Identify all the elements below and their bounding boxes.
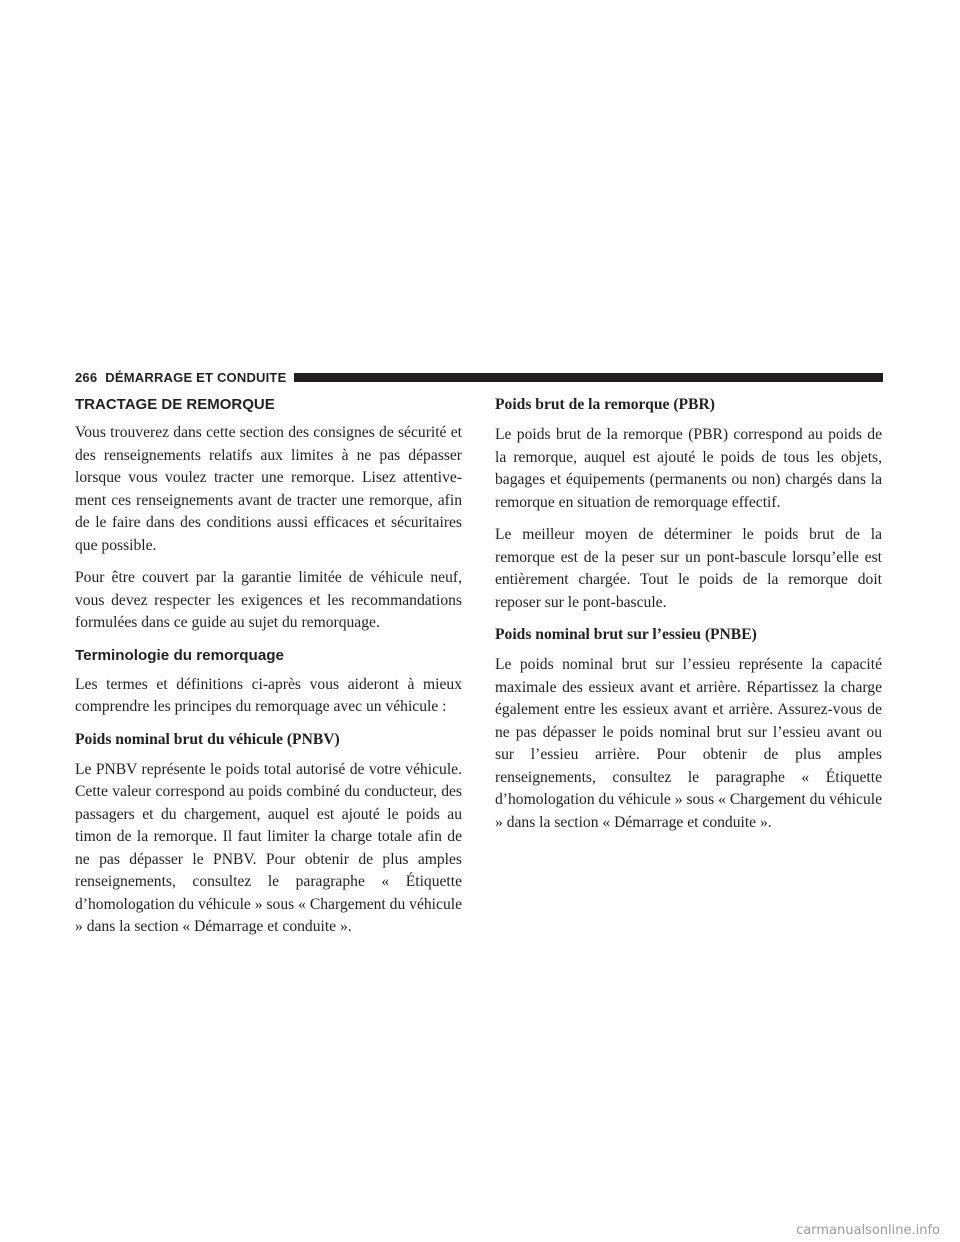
left-column xyxy=(75,394,462,949)
watermark: carmanualsonline.info xyxy=(796,1223,940,1238)
terminology-intro: Les termes et définitions ci-après vous aideront à mieux comprendre les principes du remorquage avec un véhicule : xyxy=(75,675,462,715)
page-header xyxy=(75,368,883,386)
pnbe-heading: Poids nominal brut sur l’essieu (PNBE) xyxy=(495,626,757,643)
intro-paragraph-1: Vous trouverez dans cette section des consignes de sécurité et des renseignements relatifs aux limites à ne pas dépasser lorsque vous voulez tracter une remorque. Lisez attentivement ces renseignements avant de tracter une remorque, afin de le faire dans des conditions aussi efficaces et sécuritaires que possible. xyxy=(75,424,462,554)
pbr-heading: Poids brut de la remorque (PBR) xyxy=(495,396,715,413)
pbr-paragraph-2: Le meilleur moyen de déterminer le poids brut de la remorque est de la peser sur un pont-bascule lorsqu’elle est entièrement chargée. Tout le poids de la remorque doit reposer sur le pont-bascule. xyxy=(495,526,882,611)
pbr-paragraph: Le poids brut de la remorque (PBR) correspond au poids de la remorque, auquel est ajouté le poids de tous les objets, bagages et équipements (permanents ou non) chargés dans la remorque en situation de remorquage effectif. xyxy=(495,426,882,511)
intro-paragraph-2: Pour être couvert par la garantie limitée de véhicule neuf, vous devez respecter les exigences et les recommandations formulées dans ce guide au sujet du remorquage. xyxy=(75,569,462,631)
right-column xyxy=(495,394,882,844)
header-rule xyxy=(294,373,883,382)
pnbv-heading: Poids nominal brut du véhicule (PNBV) xyxy=(75,730,340,748)
pnbe-paragraph: Le poids nominal brut sur l’essieu représente la capacité maximale des essieux avant et arrière. Répartissez la charge également entre les essieux avant et arrière. Assurez-vous de ne pas dépasser le poids nominal brut sur l’essieu avant ou sur l’essieu arrière. Pour obtenir de plus amples renseignements, consultez le paragraphe « Étiquette d’homologation du véhicule » sous « Chargement du véhicule » dans la section « Démarrage et conduite ». xyxy=(495,656,882,831)
subsection-title: Terminologie du remorquage xyxy=(75,646,284,664)
page-number: 266 xyxy=(75,369,98,385)
pnbv-paragraph: Le PNBV représente le poids total autorisé de votre véhicule. Cette valeur correspond au poids combiné du conducteur, des passagers et du chargement, auquel est ajouté le poids au timon de la remorque. Il faut limiter la charge totale afin de ne pas dépasser le PNBV. Pour obtenir de plus amples renseignements, consultez le paragraphe « Étiquette d’homologation du véhicule » sous « Chargement du véhicule » dans la section « Démarrage et conduite ». xyxy=(75,760,462,935)
section-title: TRACTAGE DE REMORQUE xyxy=(75,396,275,413)
section-name: DÉMARRAGE ET CONDUITE xyxy=(105,369,287,385)
